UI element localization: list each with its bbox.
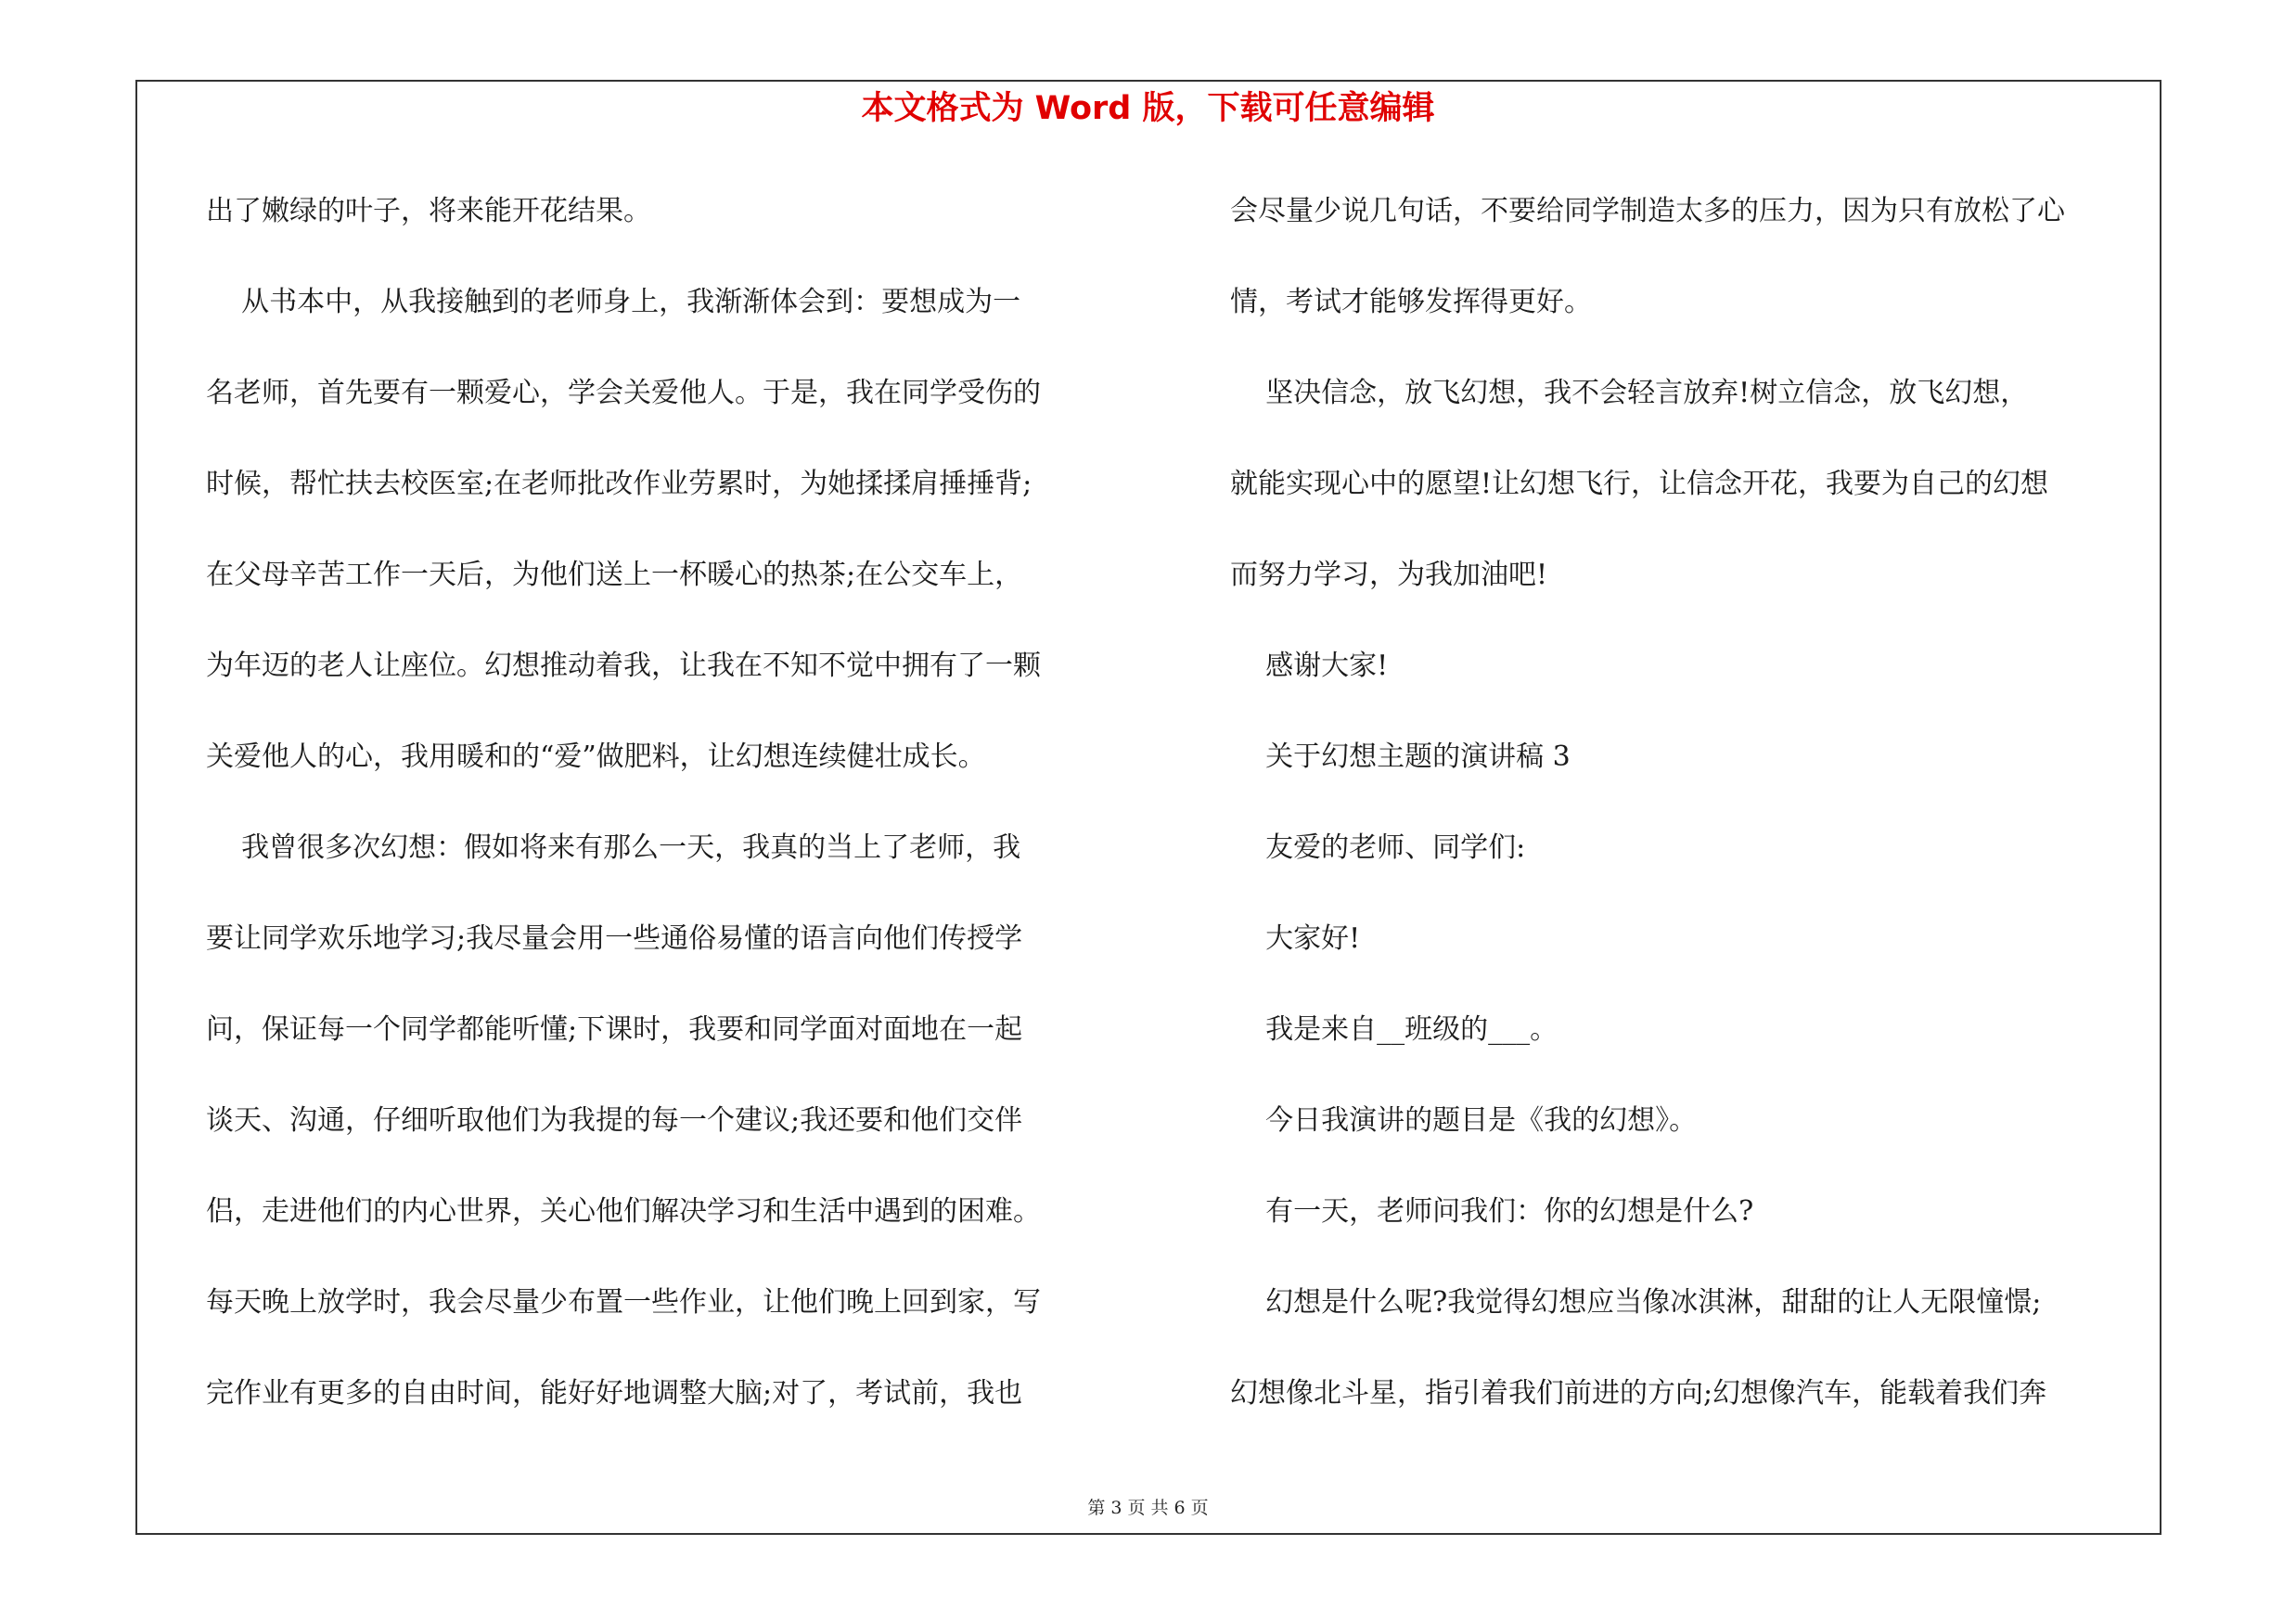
text-line: 问，保证每一个同学都能听懂;下课时，我要和同学面对面地在一起 xyxy=(206,1013,1023,1046)
text-line: 名老师，首先要有一颗爱心，学会关爱他人。于是，我在同学受伤的 xyxy=(206,377,1041,409)
text-line: 侣，走进他们的内心世界，关心他们解决学习和生活中遇到的困难。 xyxy=(206,1195,1041,1228)
text-line: 有一天，老师问我们：你的幻想是什么? xyxy=(1230,1195,1754,1228)
text-line: 而努力学习，为我加油吧! xyxy=(1230,559,1548,591)
text-line: 我曾很多次幻想：假如将来有那么一天，我真的当上了老师，我 xyxy=(206,831,1021,864)
text-line: 幻想像北斗星，指引着我们前进的方向;幻想像汽车，能载着我们奔 xyxy=(1230,1377,2047,1410)
text-line: 出了嫩绿的叶子，将来能开花结果。 xyxy=(206,195,651,227)
text-line: 关爱他人的心，我用暖和的“爱”做肥料，让幻想连续健壮成长。 xyxy=(206,741,986,773)
text-line: 感谢大家! xyxy=(1230,650,1389,682)
text-line: 在父母辛苦工作一天后，为他们送上一杯暖心的热茶;在公交车上， xyxy=(206,559,1023,591)
text-line: 坚决信念，放飞幻想，我不会轻言放弃!树立信念，放飞幻想， xyxy=(1230,377,2029,409)
text-line: 完作业有更多的自由时间，能好好地调整大脑;对了，考试前，我也 xyxy=(206,1377,1023,1410)
text-line: 大家好! xyxy=(1230,922,1361,955)
text-line: 幻想是什么呢?我觉得幻想应当像冰淇淋，甜甜的让人无限憧憬; xyxy=(1230,1286,2042,1319)
text-line: 今日我演讲的题目是《我的幻想》。 xyxy=(1230,1104,1698,1137)
text-line: 友爱的老师、同学们: xyxy=(1230,831,1526,864)
text-line: 就能实现心中的愿望!让幻想飞行，让信念开花，我要为自己的幻想 xyxy=(1230,468,2049,500)
right-column xyxy=(1230,184,2158,1457)
text-line: 时候，帮忙扶去校医室;在老师批改作业劳累时，为她揉揉肩捶捶背; xyxy=(206,468,1033,500)
text-line: 从书本中，从我接触到的老师身上，我渐渐体会到：要想成为一 xyxy=(206,286,1021,318)
section-heading: 关于幻想主题的演讲稿 3 xyxy=(1230,741,1571,773)
text-line: 为年迈的老人让座位。幻想推动着我，让我在不知不觉中拥有了一颗 xyxy=(206,650,1041,682)
text-line: 我是来自__班级的___。 xyxy=(1230,1013,1558,1046)
text-line: 每天晚上放学时，我会尽量少布置一些作业，让他们晚上回到家，写 xyxy=(206,1286,1041,1319)
text-line: 情，考试才能够发挥得更好。 xyxy=(1230,286,1592,318)
text-line: 谈天、沟通，仔细听取他们为我提的每一个建议;我还要和他们交伴 xyxy=(206,1104,1023,1137)
text-line: 会尽量少说几句话，不要给同学制造太多的压力，因为只有放松了心 xyxy=(1230,195,2065,227)
left-column xyxy=(206,184,1134,1457)
page-number: 第 3 页 共 6 页 xyxy=(1087,1498,1209,1518)
document-header: 本文格式为 Word 版，下载可任意编辑 xyxy=(861,90,1435,127)
text-line: 要让同学欢乐地学习;我尽量会用一些通俗易懂的语言向他们传授学 xyxy=(206,922,1023,955)
